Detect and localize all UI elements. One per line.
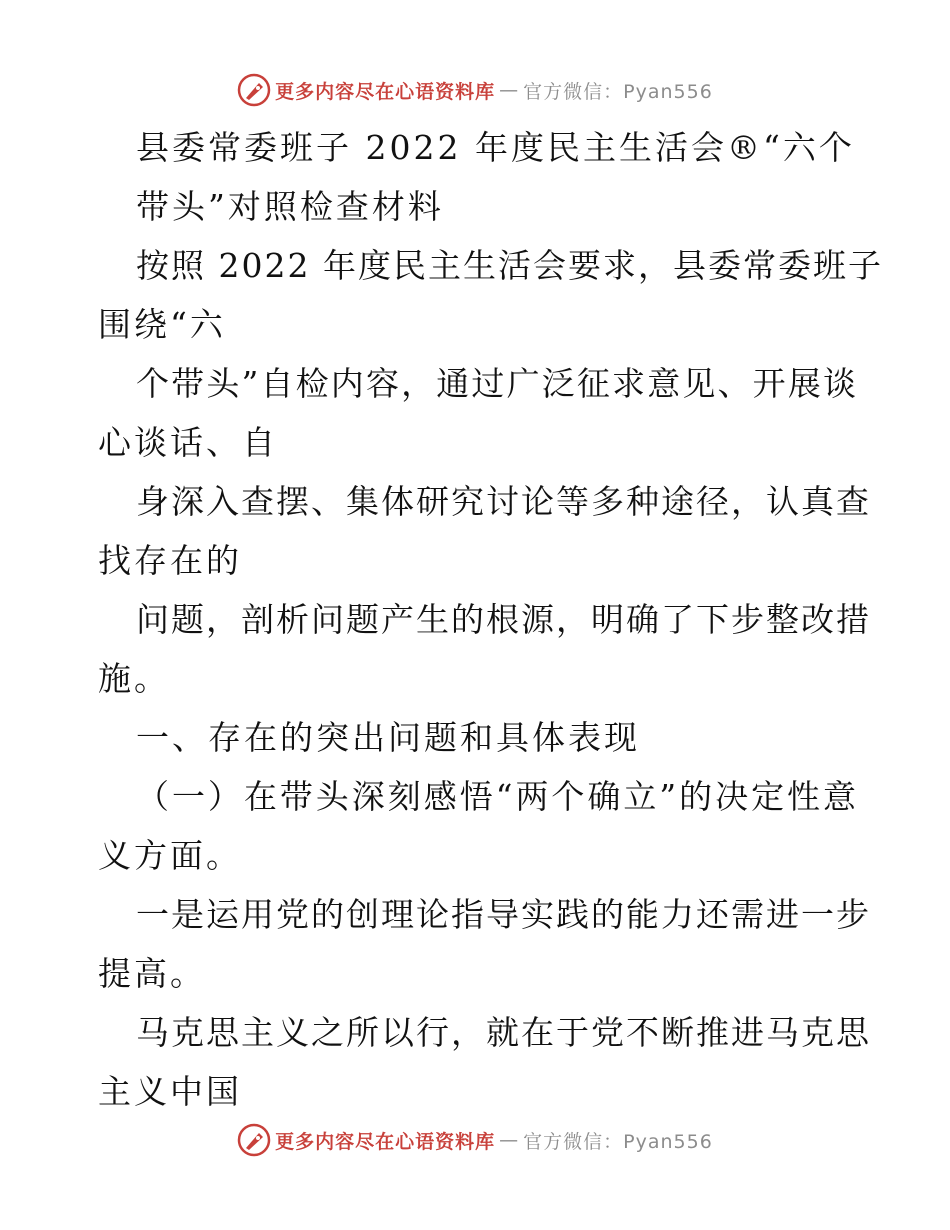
doc-line: 义方面。 [98, 836, 242, 875]
doc-line: 个带头”自检内容，通过广泛征求意见、开展谈 [136, 364, 858, 403]
doc-line: 按照 2022 年度民主生活会要求，县委常委班子 [136, 246, 883, 285]
watermark-contact-text: 官方微信：Pyan556 [523, 1130, 713, 1153]
doc-line: 一是运用党的创理论指导实践的能力还需进一步 [136, 895, 871, 934]
doc-line: 主义中国 [98, 1072, 242, 1111]
doc-line: 问题，剖析问题产生的根源，明确了下步整改措 [136, 600, 871, 639]
doc-line: 施。 [98, 659, 170, 698]
watermark-brand-text: 更多内容尽在心语资料库 [275, 1130, 496, 1153]
doc-line: 心谈话、自 [98, 423, 278, 462]
doc-line: 围绕“六 [98, 305, 226, 344]
doc-title-line-2: 带头”对照检查材料 [136, 187, 444, 226]
doc-line: 身深入查摆、集体研究讨论等多种途径，认真查 [136, 482, 871, 521]
watermark-brand-text: 更多内容尽在心语资料库 [275, 80, 496, 103]
document-body [98, 118, 883, 1121]
watermark-separator: — [499, 79, 520, 101]
watermark-contact-text: 官方微信：Pyan556 [523, 80, 713, 103]
doc-line: 马克思主义之所以行，就在于党不断推进马克思 [136, 1013, 871, 1052]
pen-nib-seal-icon [237, 1123, 271, 1157]
doc-line: 找存在的 [98, 541, 242, 580]
footer-watermark [0, 1120, 950, 1160]
pen-nib-seal-icon [237, 73, 271, 107]
header-watermark [0, 70, 950, 110]
watermark-separator: — [499, 1129, 520, 1151]
section-heading: 一、存在的突出问题和具体表现 [136, 718, 640, 757]
subsection-heading: （一）在带头深刻感悟“两个确立”的决定性意 [136, 777, 858, 816]
doc-line: 提高。 [98, 954, 206, 993]
doc-title-line-1: 县委常委班子 2022 年度民主生活会®“六个 [136, 128, 855, 167]
